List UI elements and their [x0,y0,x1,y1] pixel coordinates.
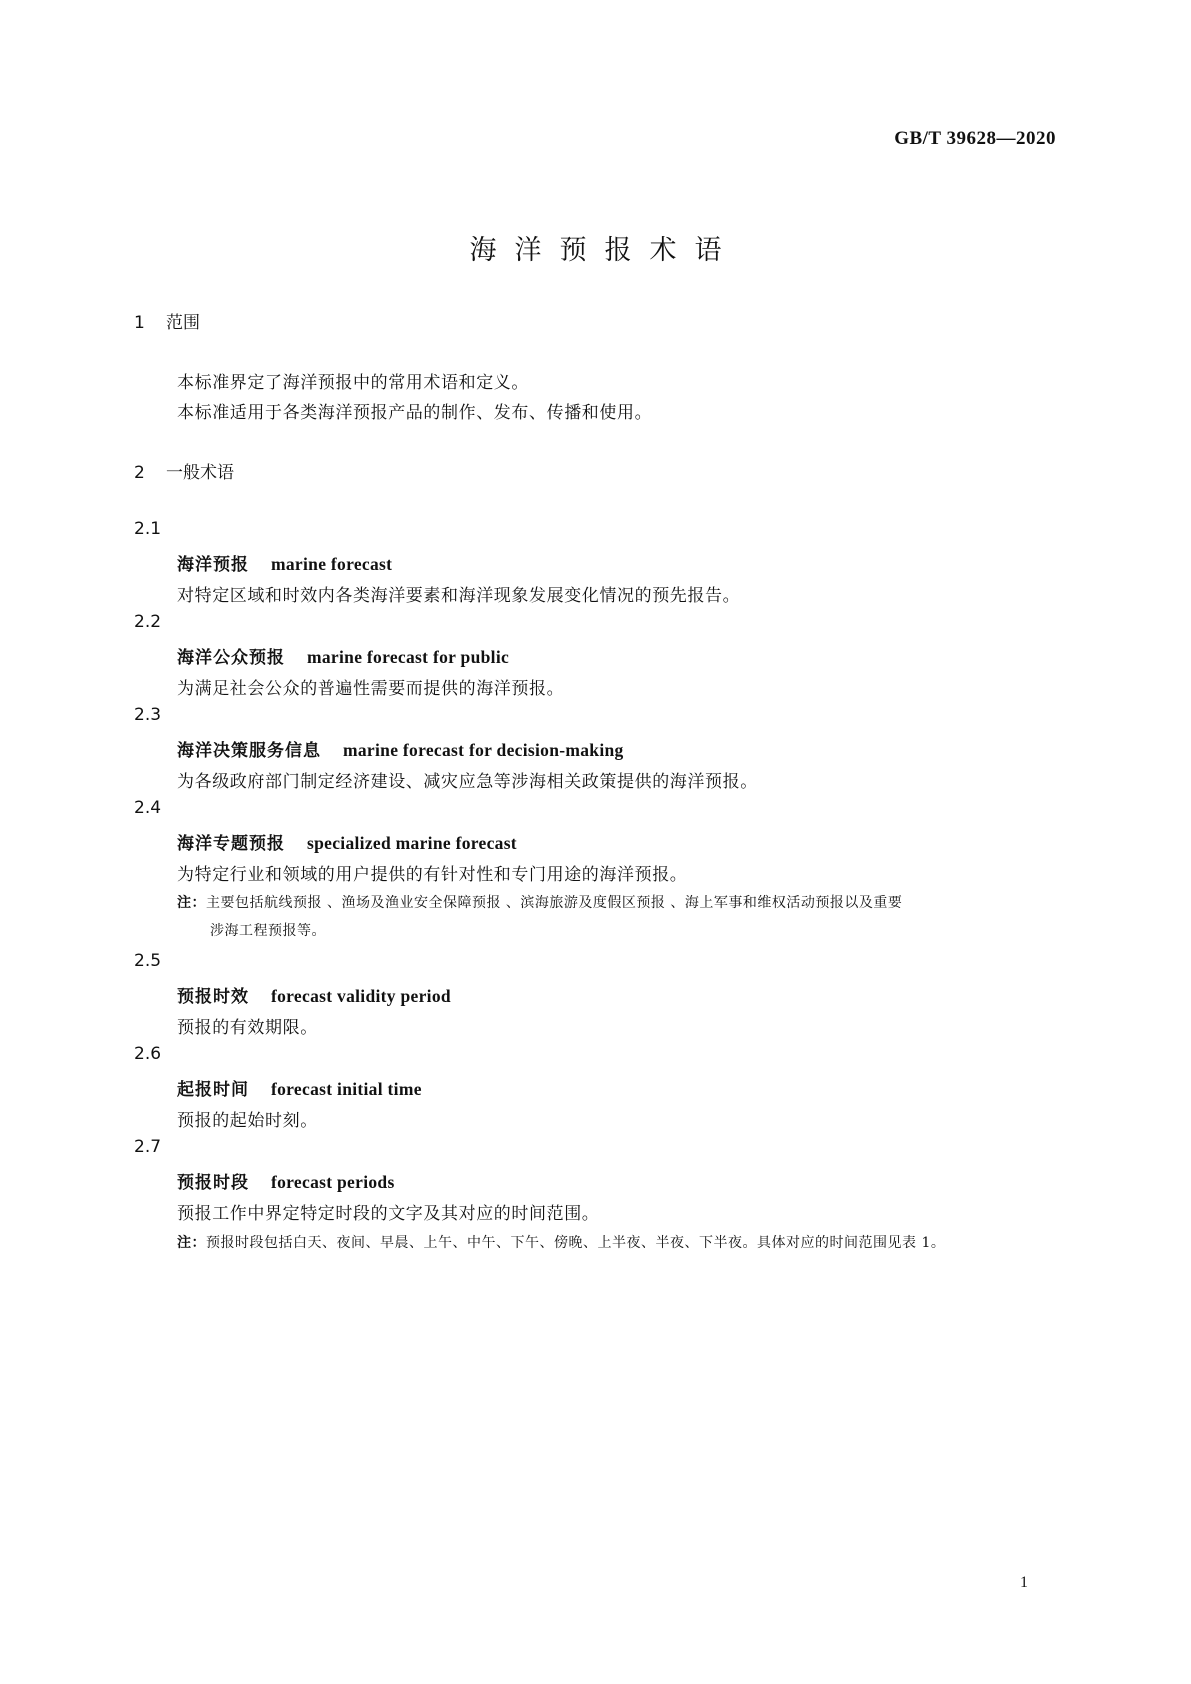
term-english: marine forecast [271,554,393,574]
term-number: 2.6 [134,1044,162,1064]
term-chinese: 海洋决策服务信息 [177,741,321,761]
term-heading [177,1075,422,1100]
term-definition: 为满足社会公众的普遍性需要而提供的海洋预报。 [177,679,565,699]
note-text: 预报时段包括白天、夜间、早晨、上午、中午、下午、傍晚、上半夜、半夜、下半夜。具体对应的时间范围见表 1。 [206,1235,946,1251]
term-heading [177,982,451,1007]
term-note-continuation: 涉海工程预报等。 [210,923,326,939]
term-number: 2.2 [134,612,162,632]
term-english: forecast validity period [271,986,451,1006]
section-number: 2 [134,463,145,483]
term-definition: 预报的有效期限。 [177,1018,318,1038]
scope-paragraph: 本标准界定了海洋预报中的常用术语和定义。 [177,373,529,393]
section-number: 1 [134,313,145,333]
term-chinese: 预报时效 [177,987,249,1007]
term-number: 2.7 [134,1137,162,1157]
note-text: 主要包括航线预报 、渔场及渔业安全保障预报 、滨海旅游及度假区预报 、海上军事和维权活动预报以及重要 [206,895,903,911]
term-english: marine forecast for decision-making [343,740,624,760]
term-number: 2.3 [134,705,162,725]
section-title: 一般术语 [166,463,234,483]
section-heading-general-terms [134,458,234,483]
note-label: 注： [177,1235,206,1251]
document-title: 海洋预报术语 [469,235,740,266]
term-english: forecast periods [271,1172,395,1192]
term-chinese: 预报时段 [177,1173,249,1193]
scope-paragraph: 本标准适用于各类海洋预报产品的制作、发布、传播和使用。 [177,403,653,423]
term-chinese: 海洋公众预报 [177,648,285,668]
term-chinese: 海洋专题预报 [177,834,285,854]
section-heading-scope [134,308,200,333]
term-number: 2.4 [134,798,162,818]
page-number: 1 [1020,1574,1028,1591]
term-english: specialized marine forecast [307,833,517,853]
term-definition: 预报工作中界定特定时段的文字及其对应的时间范围。 [177,1204,600,1224]
term-definition: 为各级政府部门制定经济建设、减灾应急等涉海相关政策提供的海洋预报。 [177,772,758,792]
term-definition: 预报的起始时刻。 [177,1111,318,1131]
term-heading [177,643,509,668]
term-note [177,892,902,912]
term-heading [177,736,624,761]
standard-code: GB/T 39628—2020 [894,128,1056,149]
term-note [177,1232,945,1252]
term-chinese: 海洋预报 [177,555,249,575]
term-definition: 对特定区域和时效内各类海洋要素和海洋现象发展变化情况的预先报告。 [177,586,741,606]
term-number: 2.1 [134,519,162,539]
term-number: 2.5 [134,951,162,971]
term-heading [177,829,517,854]
term-english: marine forecast for public [307,647,510,667]
term-english: forecast initial time [271,1079,422,1099]
term-definition: 为特定行业和领域的用户提供的有针对性和专门用途的海洋预报。 [177,865,688,885]
term-heading [177,1168,395,1193]
section-title: 范围 [166,313,200,333]
term-chinese: 起报时间 [177,1080,249,1100]
term-heading [177,550,392,575]
note-label: 注： [177,895,206,911]
